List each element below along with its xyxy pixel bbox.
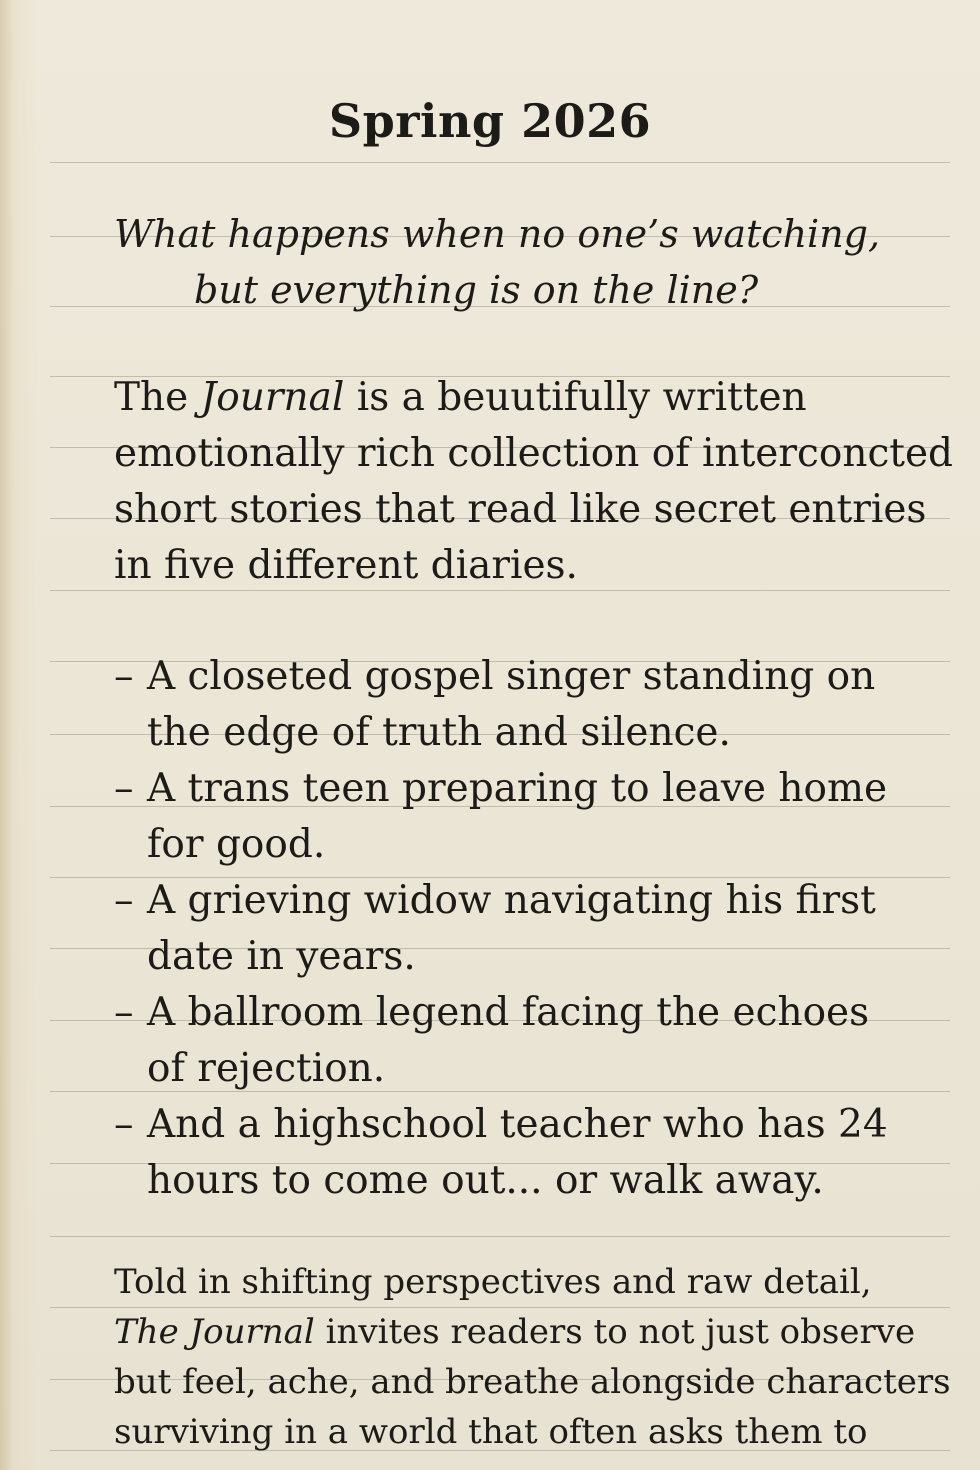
list-item [114,649,888,761]
closing-line-3: but feel, ache, and breathe alongside characters [114,1362,951,1402]
story-list [114,649,888,1209]
ruled-line [50,162,950,163]
page-heading: Spring 2026 [328,94,652,148]
tagline [114,206,880,318]
intro-line-3: short stories that read like secret entries [114,487,927,532]
ruled-line [50,1236,950,1237]
tagline-line-2: but everything is on the line? [194,268,759,312]
list-item-line: date in years. [147,934,416,979]
list-item [114,985,888,1097]
list-dash: – [114,654,134,699]
list-item-line: A trans teen preparing to leave home [147,766,888,811]
list-item-line: And a highschool teacher who has 24 [147,1102,888,1147]
list-dash: – [114,990,134,1035]
list-item-line: the edge of truth and silence. [147,710,731,755]
list-dash: – [114,1102,134,1147]
book-title: Journal [200,375,345,420]
intro-text: is a beuutifully written [344,375,807,420]
intro-paragraph [114,370,953,594]
list-dash: – [114,878,134,923]
intro-line-4: in five different diaries. [114,543,578,588]
closing-line-2 [114,1307,951,1357]
intro-line-1 [114,370,953,426]
closing-line-1: Told in shifting perspectives and raw detail, [114,1262,872,1302]
list-item [114,1097,888,1209]
intro-text: The [114,375,201,420]
list-item-line: of rejection. [147,1046,386,1091]
list-item-line: hours to come out... or walk away. [147,1158,824,1203]
list-item-line: A ballroom legend facing the echoes [147,990,870,1035]
closing-paragraph [114,1257,951,1457]
list-item-line: for good. [147,822,326,867]
list-item-line: A closeted gospel singer standing on [147,654,876,699]
book-title: The Journal [114,1312,315,1352]
closing-line-4: surviving in a world that often asks them to [114,1412,868,1452]
list-item [114,873,888,985]
tagline-line-1: What happens when no one’s watching, [114,212,881,256]
intro-line-2: emotionally rich collection of interconcted [114,431,954,476]
closing-text: invites readers to not just observe [314,1312,916,1352]
list-item-line: A grieving widow navigating his first [147,878,876,923]
list-dash: – [114,766,134,811]
list-item [114,761,888,873]
